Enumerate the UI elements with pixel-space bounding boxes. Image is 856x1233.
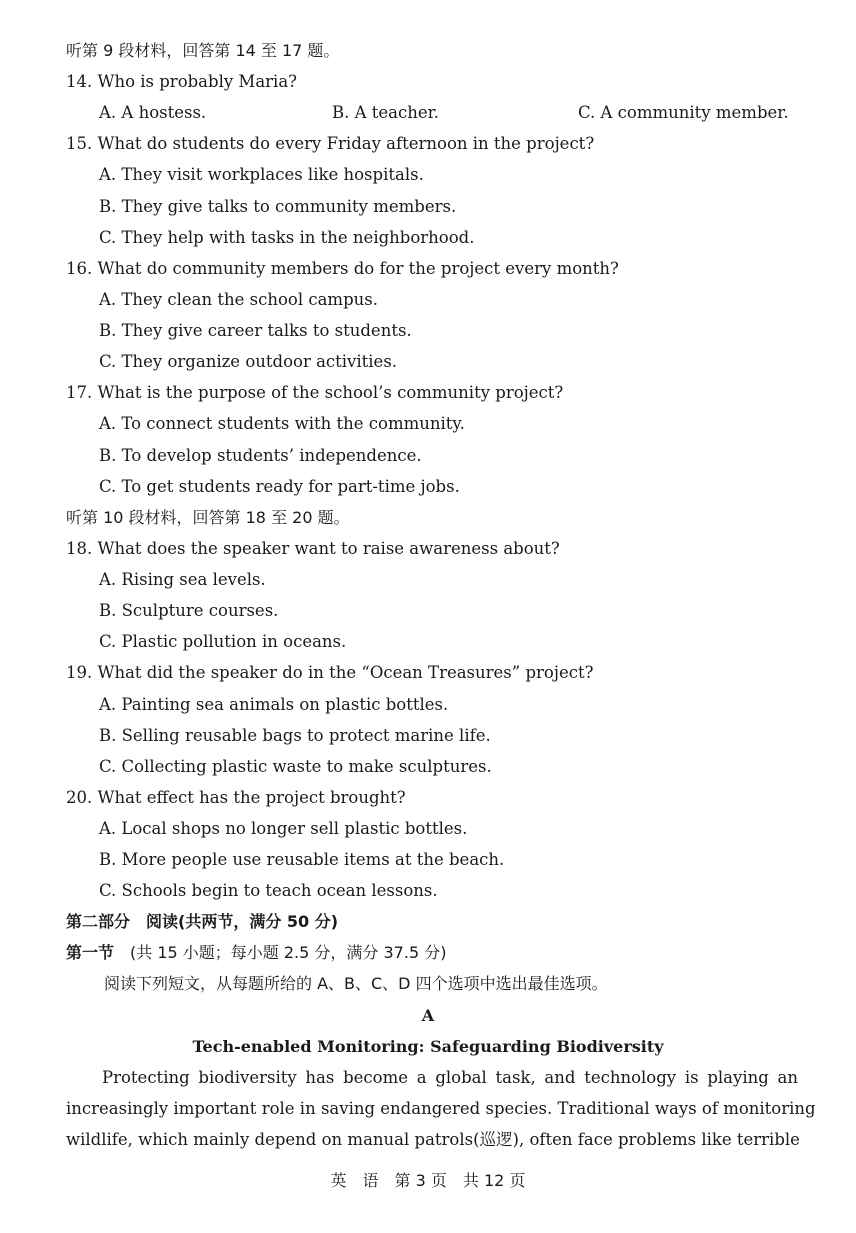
q16-option-b: B. They give career talks to students. — [99, 321, 412, 340]
q18-option-c: C. Plastic pollution in oceans. — [99, 632, 347, 651]
q20-option-c: C. Schools begin to teach ocean lessons. — [99, 881, 438, 900]
q14-stem: 14. Who is probably Maria? — [66, 72, 298, 91]
reading-instructions: 阅读下列短文，从每题所给的 A、B、C、D 四个选项中选出最佳选项。 — [104, 974, 608, 993]
q18-stem: 18. What does the speaker want to raise awareness about? — [66, 539, 560, 558]
q19-stem: 19. What did the speaker do in the “Ocean Treasures” project? — [66, 663, 594, 682]
q20-option-a: A. Local shops no longer sell plastic bottles. — [99, 819, 468, 838]
q17-option-c: C. To get students ready for part-time jobs. — [99, 477, 460, 496]
page-footer: 英 语 第 3 页 共 12 页 — [330, 1171, 526, 1190]
q14-option-a: A. A hostess. — [99, 103, 207, 122]
q14-options — [99, 102, 799, 124]
q18-option-b: B. Sculpture courses. — [99, 601, 279, 620]
q17-stem: 17. What is the purpose of the school’s community project? — [66, 383, 564, 402]
passage-line-2: increasingly important role in saving endangered species. Traditional ways of monitoring — [66, 1099, 816, 1118]
q15-option-c: C. They help with tasks in the neighborhood. — [99, 228, 475, 247]
q14-option-c: C. A community member. — [578, 103, 789, 122]
part2-heading: 第二部分 阅读(共两节，满分 50 分) — [66, 912, 339, 931]
passage-line-3: wildlife, which mainly depend on manual patrols(巡逻), often face problems like terrible — [66, 1130, 800, 1149]
q20-option-b: B. More people use reusable items at the beach. — [99, 850, 505, 869]
passage-title: Tech-enabled Monitoring: Safeguarding Biodiversity — [192, 1037, 664, 1056]
section1-heading-detail: (共 15 小题；每小题 2.5 分，满分 37.5 分) — [114, 943, 447, 962]
q17-option-a: A. To connect students with the community. — [99, 414, 465, 433]
passage-line-1: Protecting biodiversity has become a global task, and technology is playing an — [102, 1068, 798, 1087]
section1-heading — [66, 942, 446, 964]
q17-option-b: B. To develop students’ independence. — [99, 446, 422, 465]
section10-header: 听第 10 段材料，回答第 18 至 20 题。 — [66, 508, 350, 527]
section9-header: 听第 9 段材料，回答第 14 至 17 题。 — [66, 41, 340, 60]
q15-option-b: B. They give talks to community members. — [99, 197, 457, 216]
passage-letter: A — [421, 1006, 435, 1025]
q16-option-a: A. They clean the school campus. — [99, 290, 378, 309]
q18-option-a: A. Rising sea levels. — [99, 570, 266, 589]
q20-stem: 20. What effect has the project brought? — [66, 788, 406, 807]
q16-stem: 16. What do community members do for the project every month? — [66, 259, 619, 278]
q19-option-b: B. Selling reusable bags to protect marine life. — [99, 726, 491, 745]
q15-stem: 15. What do students do every Friday afternoon in the project? — [66, 134, 595, 153]
q16-option-c: C. They organize outdoor activities. — [99, 352, 398, 371]
q19-option-a: A. Painting sea animals on plastic bottles. — [99, 695, 449, 714]
q19-option-c: C. Collecting plastic waste to make sculptures. — [99, 757, 492, 776]
q15-option-a: A. They visit workplaces like hospitals. — [99, 165, 424, 184]
section1-heading-label: 第一节 — [66, 943, 115, 962]
q14-option-b: B. A teacher. — [332, 103, 439, 122]
